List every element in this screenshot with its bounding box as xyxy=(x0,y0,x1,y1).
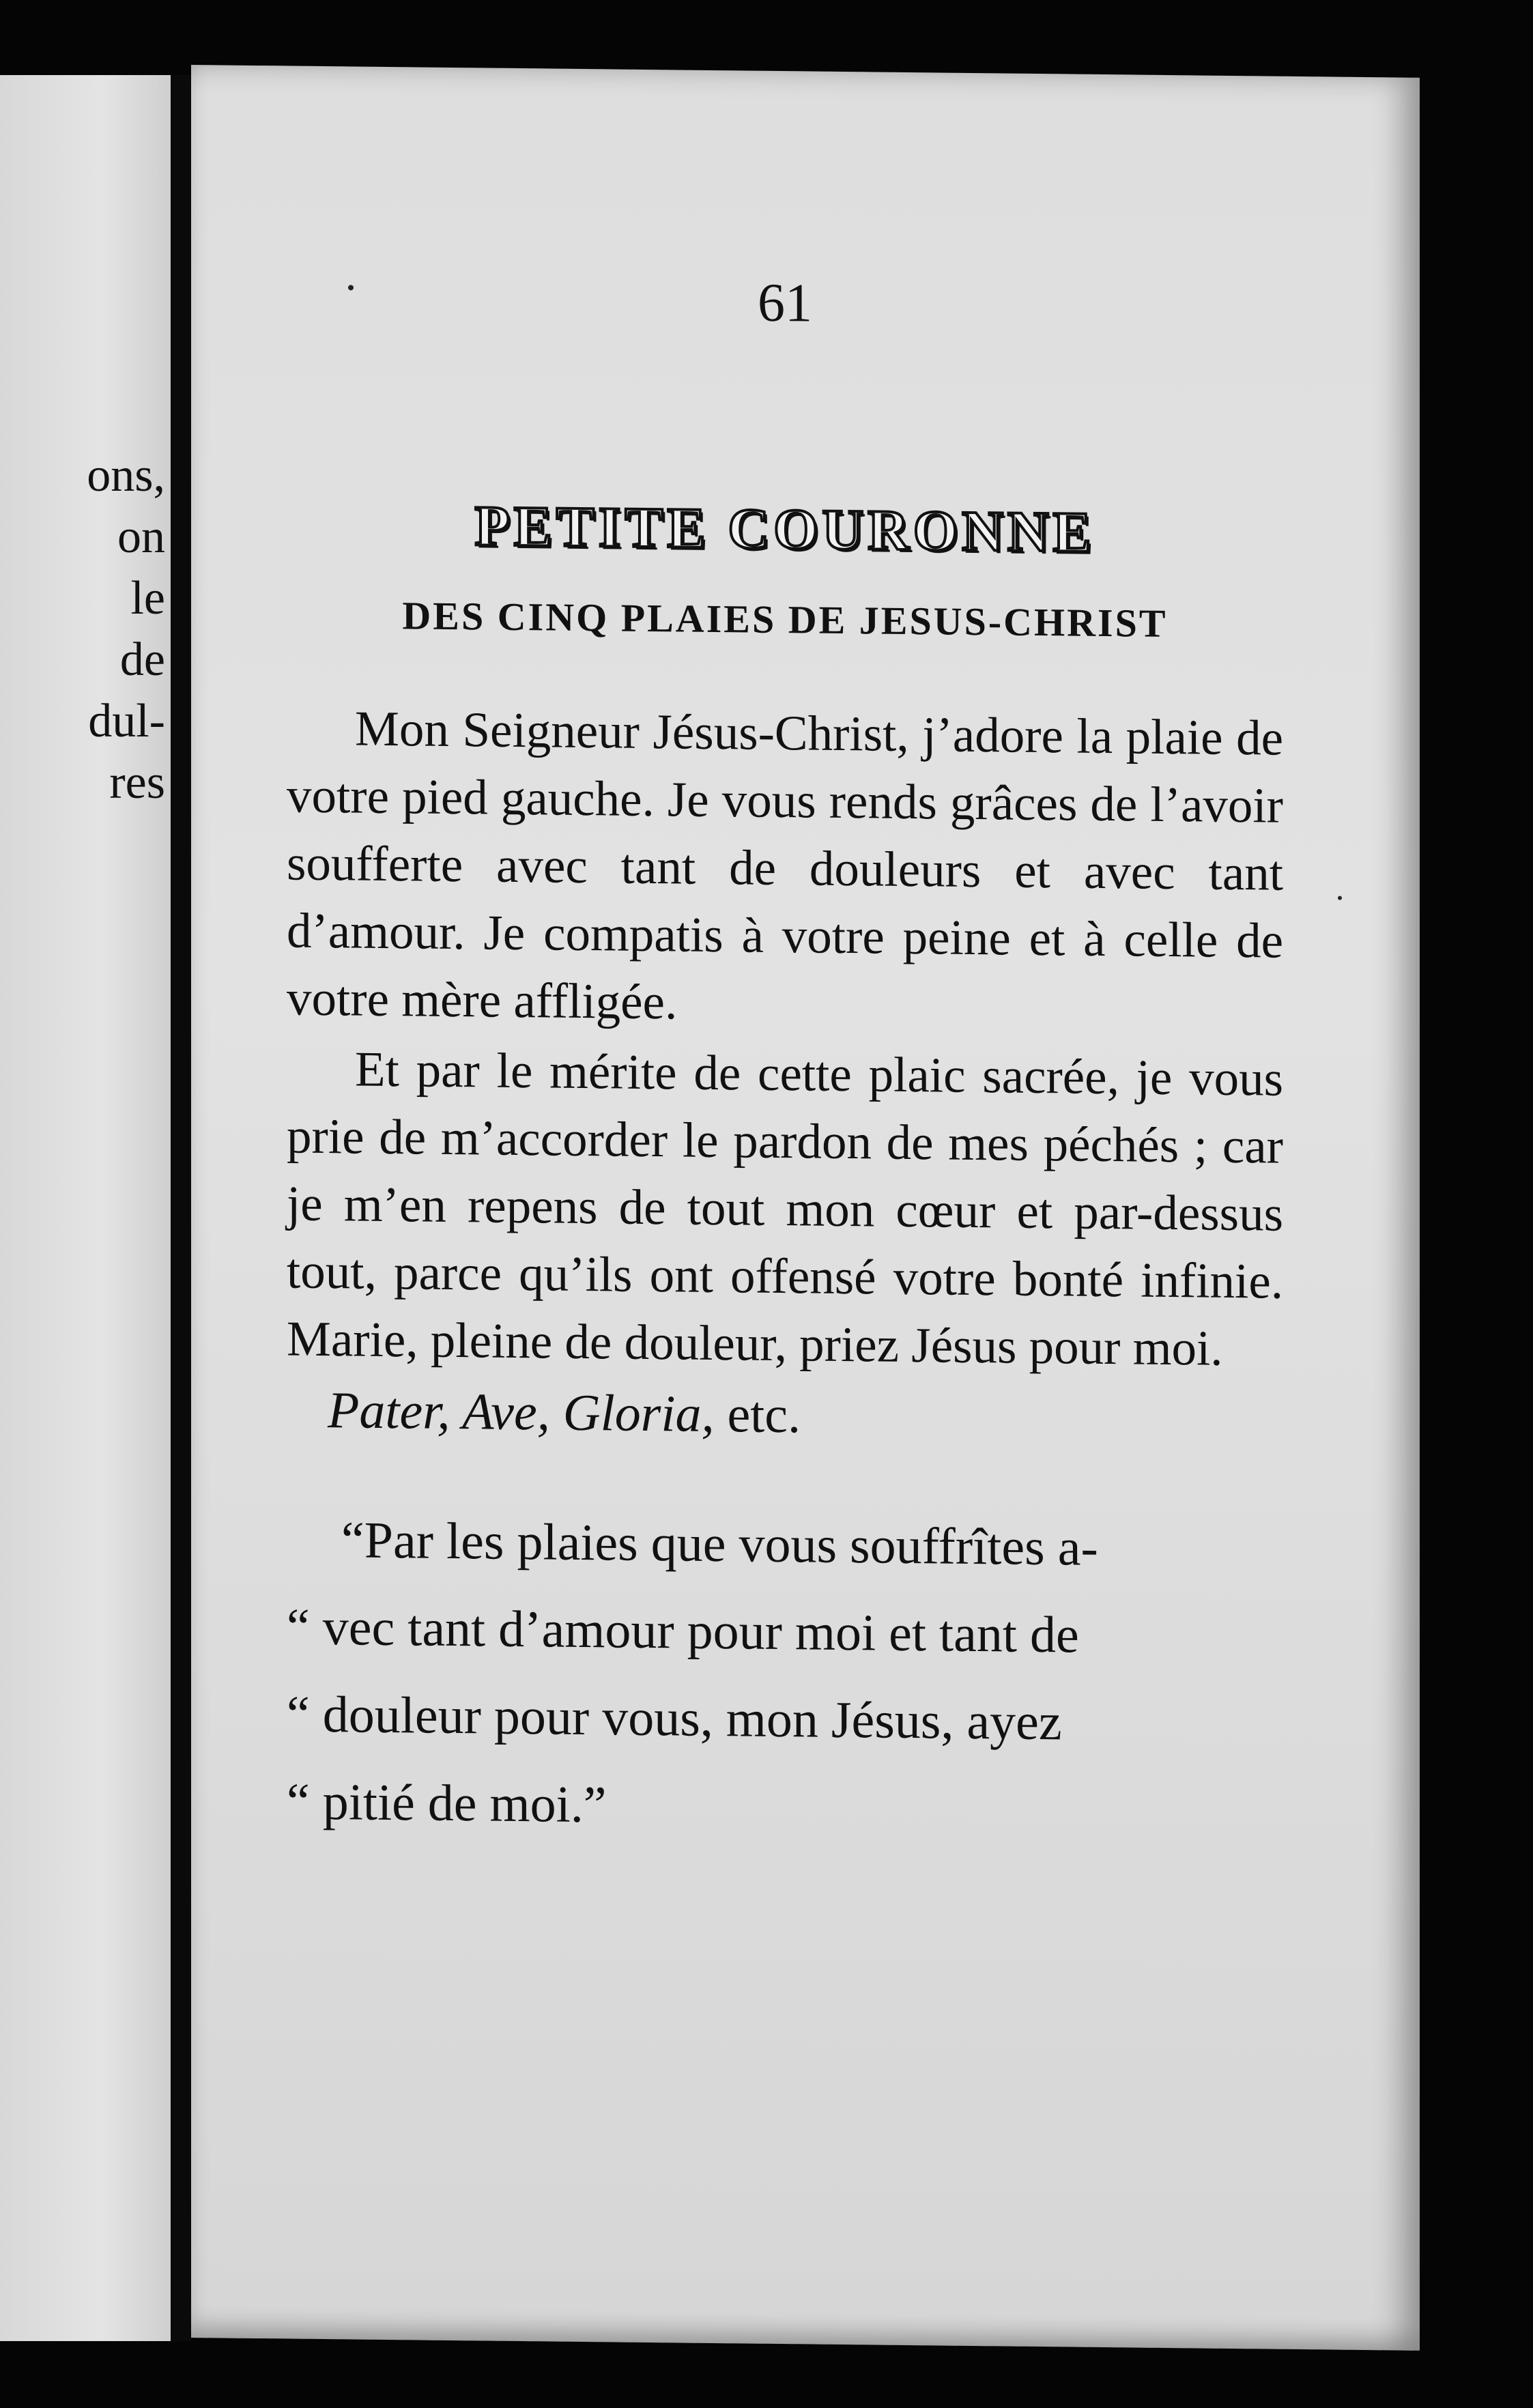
quote-line: “ vec tant d’amour pour moi et tant de xyxy=(287,1598,1079,1664)
page-subtitle: DES CINQ PLAIES DE JESUS-CHRIST xyxy=(402,593,1168,646)
left-page-line: de xyxy=(119,633,165,686)
page-content xyxy=(287,270,1283,1834)
quote-line: “ douleur pour vous, mon Jésus, ayez xyxy=(287,1685,1062,1751)
book-gutter xyxy=(171,75,191,2341)
page-title: PETITE COURONNE xyxy=(474,494,1095,564)
paragraph-2: Et par le mérite de cette plaic sacrée, je vous prie de m’accorder le pardon de mes péchés ; car je m’en repens de tout mon cœur et par-dessus tout, parce qu’ils ont offensé votre bonté infinie. Marie, pleine de douleur, priez Jésus pour moi. xyxy=(287,1041,1283,1376)
body-text xyxy=(287,693,1283,1855)
left-page-line: dul- xyxy=(88,695,165,747)
quote-line: “ pitié de moi.” xyxy=(287,1773,607,1834)
book-page xyxy=(191,65,1420,2351)
left-facing-page xyxy=(0,75,175,2341)
prayer-etc: etc. xyxy=(727,1386,801,1444)
prayer-names: Pater, Ave, Gloria, xyxy=(328,1381,715,1444)
paragraph-1: Mon Seigneur Jésus-Christ, j’adore la plaie de votre pied gauche. Je vous rends grâces de l’avoir soufferte avec tant de douleurs et avec tant d’amour. Je compatis à votre peine et à celle de votre mère affligée. xyxy=(287,700,1283,1030)
prayer-line xyxy=(287,1376,1283,1454)
page-number: 61 xyxy=(758,272,812,334)
left-page-line: res xyxy=(109,756,165,809)
left-page-line: le xyxy=(130,572,165,625)
left-page-line: ons, xyxy=(87,449,165,502)
left-page-line: on xyxy=(117,511,165,563)
quote-block xyxy=(287,1495,1283,1855)
quote-line: “Par les plaies que vous souffrîtes a- xyxy=(341,1511,1098,1577)
scan-speck xyxy=(1338,896,1342,900)
